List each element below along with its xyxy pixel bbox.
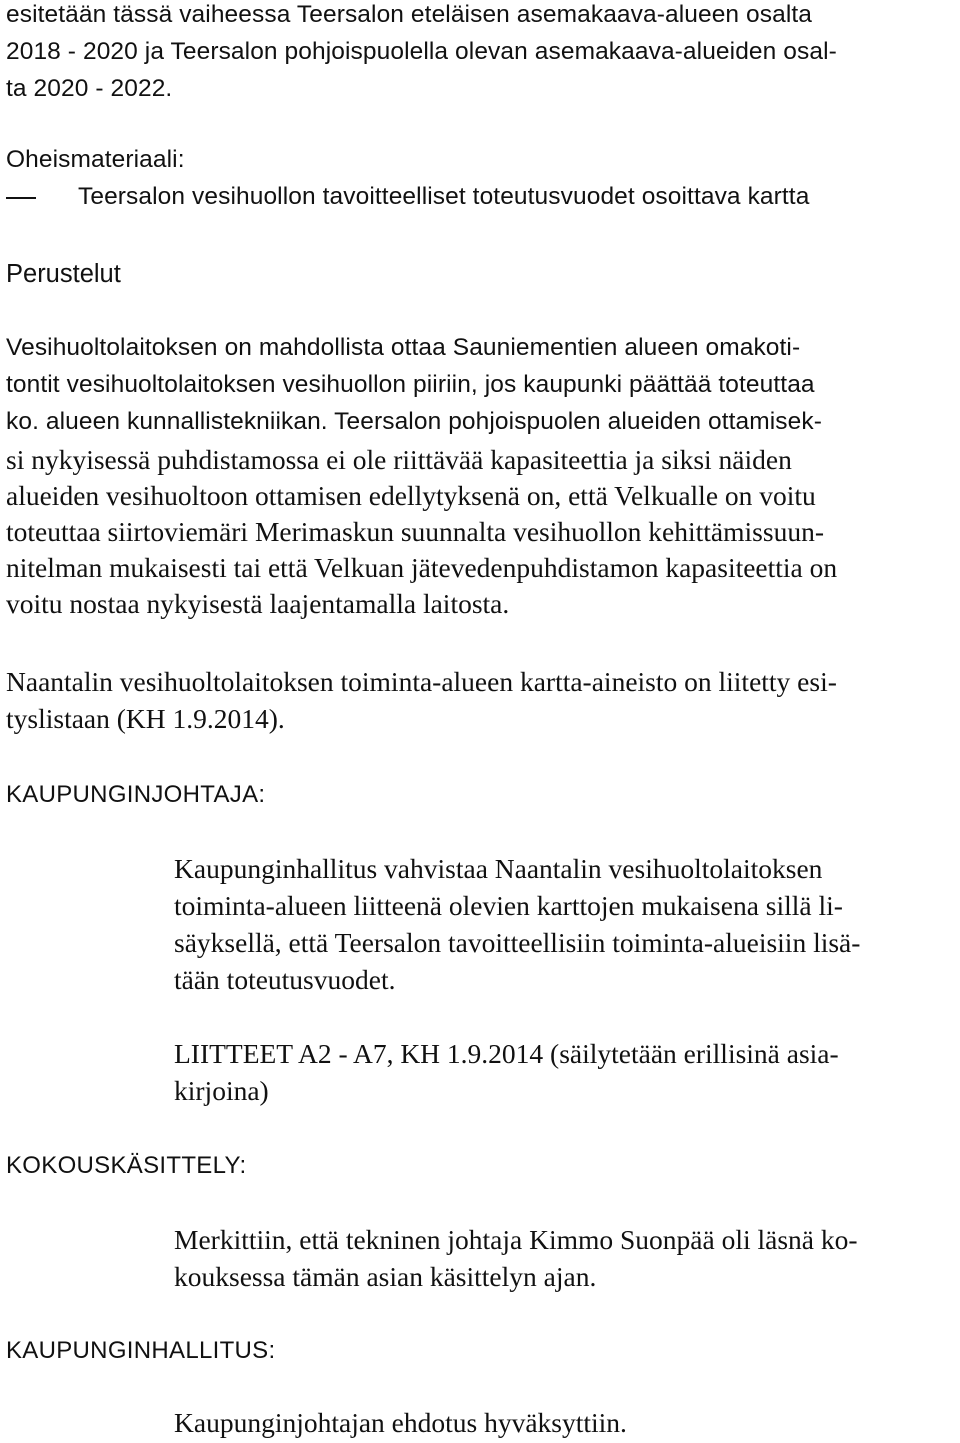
attachments-title: Oheismateriaali: xyxy=(6,146,185,173)
proposal-line: Kaupunginhallitus vahvistaa Naantalin vesihuoltolaitoksen xyxy=(174,853,823,884)
body-line: Naantalin vesihuoltolaitoksen toiminta-alueen kartta-aineisto on liitetty esi- xyxy=(6,666,837,697)
body-line: tontit vesihuoltolaitoksen vesihuollon piiriin, jos kaupunki päättää toteuttaa xyxy=(6,371,815,398)
body-line: nitelman mukaisesti tai että Velkuan jätevedenpuhdistamon kapasiteettia on xyxy=(6,552,838,583)
decision-line: Kaupunginjohtajan ehdotus hyväksyttiin. xyxy=(174,1407,627,1438)
intro-line: esitetään tässä vaiheessa Teersalon eteläisen asemakaava-alueen osalta xyxy=(6,1,813,28)
section-label-kokouskasittely: KOKOUSKÄSITTELY: xyxy=(6,1152,247,1179)
attachments-note-line: kirjoina) xyxy=(174,1075,269,1106)
list-dash-icon xyxy=(6,197,36,199)
body-line: alueiden vesihuoltoon ottamisen edellytyksenä on, että Velkualle on voitu xyxy=(6,480,816,511)
body-line: Vesihuoltolaitoksen on mahdollista ottaa Sauniementien alueen omakoti- xyxy=(6,334,801,361)
body-line: toteuttaa siirtoviemäri Merimaskun suunnalta vesihuollon kehittämissuun- xyxy=(6,516,824,547)
intro-line: 2018 - 2020 ja Teersalon pohjoispuolella olevan asemakaava-alueiden osal- xyxy=(6,38,837,65)
meeting-note-line: Merkittiin, että tekninen johtaja Kimmo Suonpää oli läsnä ko- xyxy=(174,1224,858,1255)
body-line: tyslistaan (KH 1.9.2014). xyxy=(6,703,285,734)
section-label-kaupunginjohtaja: KAUPUNGINJOHTAJA: xyxy=(6,781,266,808)
attachments-note-line: LIITTEET A2 - A7, KH 1.9.2014 (säilytetään erillisinä asia- xyxy=(174,1038,839,1069)
meeting-note-line: kouksessa tämän asian käsittelyn ajan. xyxy=(174,1261,597,1292)
proposal-line: toiminta-alueen liitteenä olevien karttojen mukaisena sillä li- xyxy=(174,890,843,921)
proposal-line: säyksellä, että Teersalon tavoitteellisiin toiminta-alueisiin lisä- xyxy=(174,927,861,958)
body-line: voitu nostaa nykyisestä laajentamalla laitosta. xyxy=(6,588,510,619)
body-line: si nykyisessä puhdistamossa ei ole riittävää kapasiteettia ja siksi näiden xyxy=(6,444,792,475)
attachment-item: Teersalon vesihuollon tavoitteelliset toteutusvuodet osoittava kartta xyxy=(78,183,810,210)
section-label-kaupunginhallitus: KAUPUNGINHALLITUS: xyxy=(6,1337,276,1364)
proposal-line: tään toteutusvuodet. xyxy=(174,964,396,995)
intro-line: ta 2020 - 2022. xyxy=(6,75,173,102)
section-heading-perustelut: Perustelut xyxy=(6,260,121,288)
body-line: ko. alueen kunnallistekniikan. Teersalon pohjoispuolen alueiden ottamisek- xyxy=(6,408,822,435)
